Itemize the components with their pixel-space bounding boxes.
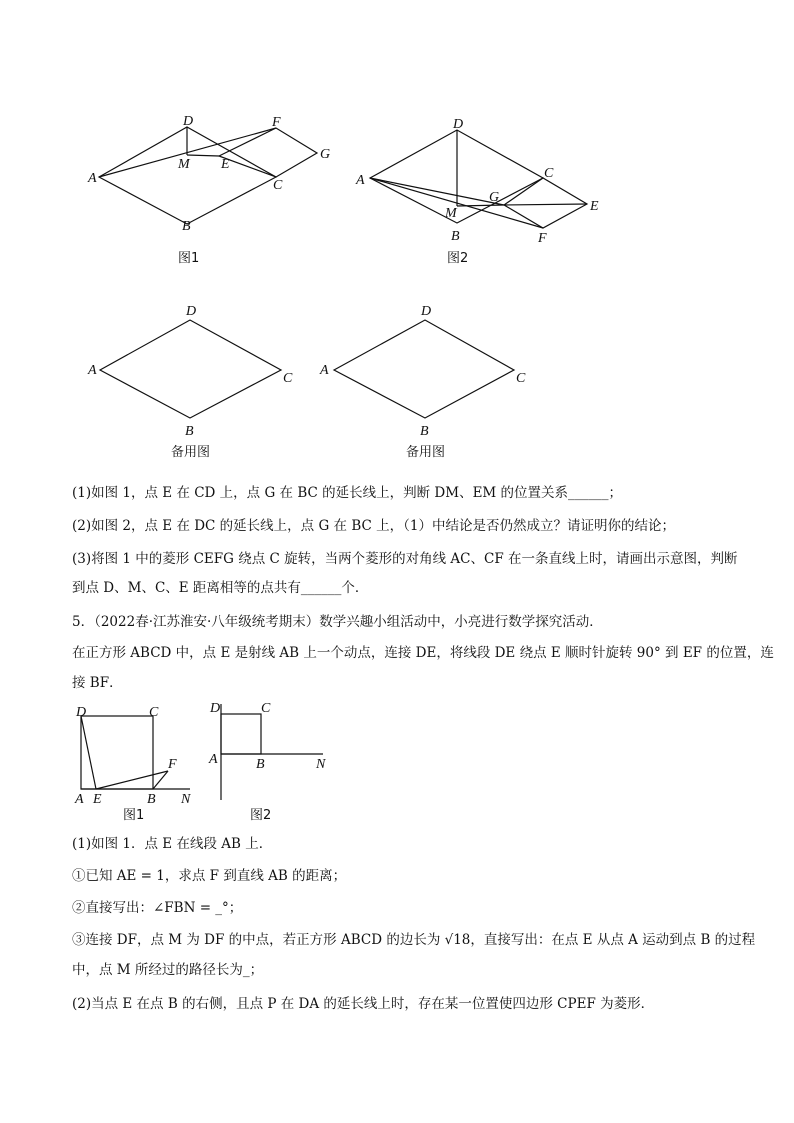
problem-5-stem-line-1: 在正方形 ABCD 中，点 E 是射线 AB 上一个动点，连接 DE，将线段 DE 绕点 E 顺时针旋转 90° 到 EF 的位置，连	[72, 645, 774, 661]
spare1-label-b: B	[185, 424, 194, 439]
sq1-label-c: C	[149, 705, 159, 720]
spare2-label-b: B	[420, 424, 429, 439]
figure-2-lines	[370, 130, 587, 228]
question-1: (1)如图 1，点 E 在 CD 上，点 G 在 BC 的延长线上，判断 DM、EM 的位置关系______；	[72, 485, 623, 501]
spare2-caption: 备用图	[406, 445, 446, 460]
sq1-label-f: F	[168, 757, 177, 772]
square-figure-2-lines	[221, 704, 323, 800]
fig2-label-g: G	[489, 190, 500, 205]
sq1-label-e: E	[93, 792, 102, 807]
fig2-label-m: M	[445, 206, 457, 221]
sq1-label-n: N	[181, 792, 191, 807]
fig2-caption: 图2	[447, 251, 469, 266]
sq1-label-b: B	[147, 792, 156, 807]
fig2-label-c: C	[544, 166, 554, 181]
fig2-label-e: E	[590, 199, 599, 214]
spare1-caption: 备用图	[171, 445, 211, 460]
spare1-label-a: A	[88, 363, 97, 378]
fig1-caption: 图1	[178, 251, 200, 266]
sq2-label-a: A	[209, 752, 218, 767]
fig1-label-m: M	[178, 157, 190, 172]
sub-question-1: (1)如图 1．点 E 在线段 AB 上．	[72, 836, 273, 852]
sub-question-1-part-2: ②直接写出：∠FBN = _°；	[72, 900, 243, 916]
sq2-label-b: B	[256, 757, 265, 772]
sq2-label-c: C	[261, 701, 271, 716]
fig1-label-e: E	[221, 157, 230, 172]
sq1-label-a: A	[75, 792, 84, 807]
sub-question-1-part-3-line-1: ③连接 DF，点 M 为 DF 的中点，若正方形 ABCD 的边长为 √18，直接写出：在点 E 从点 A 运动到点 B 的过程	[72, 932, 756, 948]
fig1-label-g: G	[320, 147, 331, 162]
spare2-label-d: D	[421, 304, 432, 319]
fig1-label-d: D	[183, 114, 194, 129]
fig1-label-b: B	[182, 219, 191, 234]
sq2-caption: 图2	[250, 808, 272, 823]
sub-question-1-part-3-line-2: 中，点 M 所经过的路径长为_；	[72, 962, 264, 978]
spare-figure-1-rhombus	[100, 320, 281, 418]
figure-1-lines	[99, 127, 317, 224]
fig2-label-f: F	[538, 231, 547, 246]
spare2-label-c: C	[516, 371, 526, 386]
problem-5-heading: 5．（2022春·江苏淮安·八年级统考期末）数学兴趣小组活动中，小亮进行数学探究活动．	[72, 614, 603, 630]
question-3-line-2: 到点 D、M、C、E 距离相等的点共有______个．	[72, 580, 369, 596]
square-figure-1-lines	[81, 716, 190, 789]
fig1-label-a: A	[88, 171, 97, 186]
fig2-label-b: B	[451, 229, 460, 244]
spare-figure-2-rhombus	[334, 320, 514, 418]
spare2-label-a: A	[320, 363, 329, 378]
spare1-label-d: D	[186, 304, 197, 319]
sq1-caption: 图1	[123, 808, 145, 823]
fig2-label-a: A	[356, 173, 365, 188]
sq2-label-n: N	[316, 757, 326, 772]
fig2-label-d: D	[453, 117, 464, 132]
question-2: (2)如图 2，点 E 在 DC 的延长线上，点 G 在 BC 上，（1）中结论是否仍然成立？请证明你的结论；	[72, 518, 675, 534]
fig1-label-c: C	[273, 178, 283, 193]
sub-question-1-part-1: ①已知 AE = 1，求点 F 到直线 AB 的距离；	[72, 868, 347, 884]
fig1-label-f: F	[272, 115, 281, 130]
sq2-label-d: D	[210, 701, 221, 716]
question-3-line-1: (3)将图 1 中的菱形 CEFG 绕点 C 旋转，当两个菱形的对角线 AC、CF 在一条直线上时，请画出示意图，判断	[72, 551, 738, 567]
sub-question-2: (2)当点 E 在点 B 的右侧，且点 P 在 DA 的延长线上时，存在某一位置使四边形 CPEF 为菱形．	[72, 996, 655, 1012]
problem-5-stem-line-2: 接 BF．	[72, 675, 123, 691]
sq1-label-d: D	[76, 705, 87, 720]
spare1-label-c: C	[283, 371, 293, 386]
